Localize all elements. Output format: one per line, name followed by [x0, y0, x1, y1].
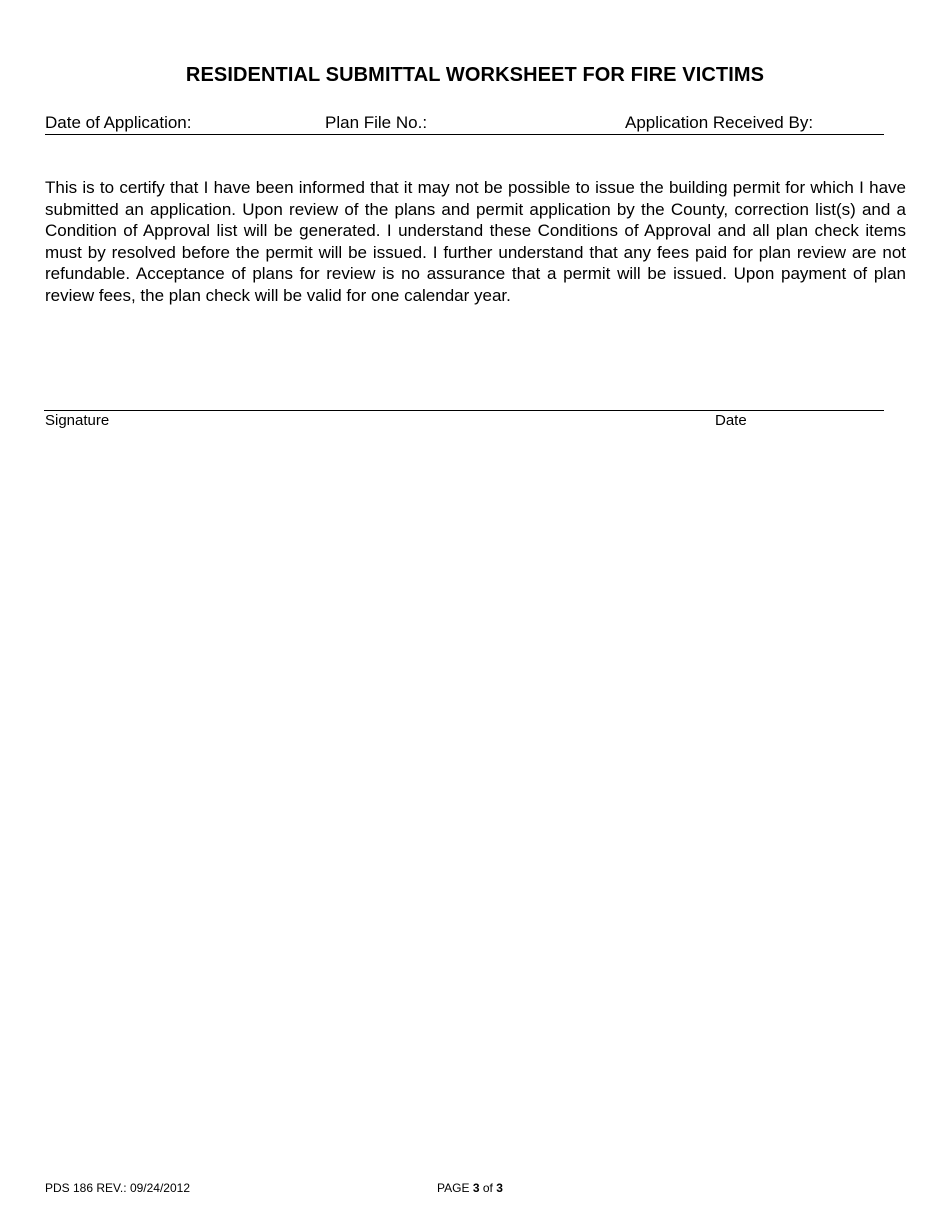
plan-file-no-label: Plan File No.:: [325, 113, 428, 132]
page-number: [437, 1181, 503, 1195]
application-received-by-label: Application Received By:: [625, 113, 814, 132]
page-of: of: [482, 1181, 493, 1195]
page-total: 3: [496, 1181, 503, 1195]
page-current: 3: [472, 1181, 480, 1195]
signature-label: Signature: [45, 412, 110, 429]
application-header-row: [45, 112, 884, 135]
certification-paragraph: This is to certify that I have been informed that it may not be possible to issue the building permit for which I have submitted an application. Upon review of the plans and permit application by the County, correction list(s) and a Condition of Approval list will be generated. I understand these Conditions of Approval and all plan check items must by resolved before the permit will be issued. I further understand that any fees paid for plan review are not refundable. Acceptance of plans for review is no assurance that a permit will be issued. Upon payment of plan review fees, the plan check will be valid for one calendar year.: [45, 178, 906, 305]
document-title: RESIDENTIAL SUBMITTAL WORKSHEET FOR FIRE VICTIMS: [185, 64, 765, 86]
page-prefix: PAGE: [437, 1181, 470, 1195]
date-of-application-label: Date of Application:: [45, 113, 192, 132]
signature-line: [44, 410, 884, 411]
date-label: Date: [715, 412, 747, 429]
form-revision-id: PDS 186 REV.: 09/24/2012: [45, 1181, 190, 1195]
